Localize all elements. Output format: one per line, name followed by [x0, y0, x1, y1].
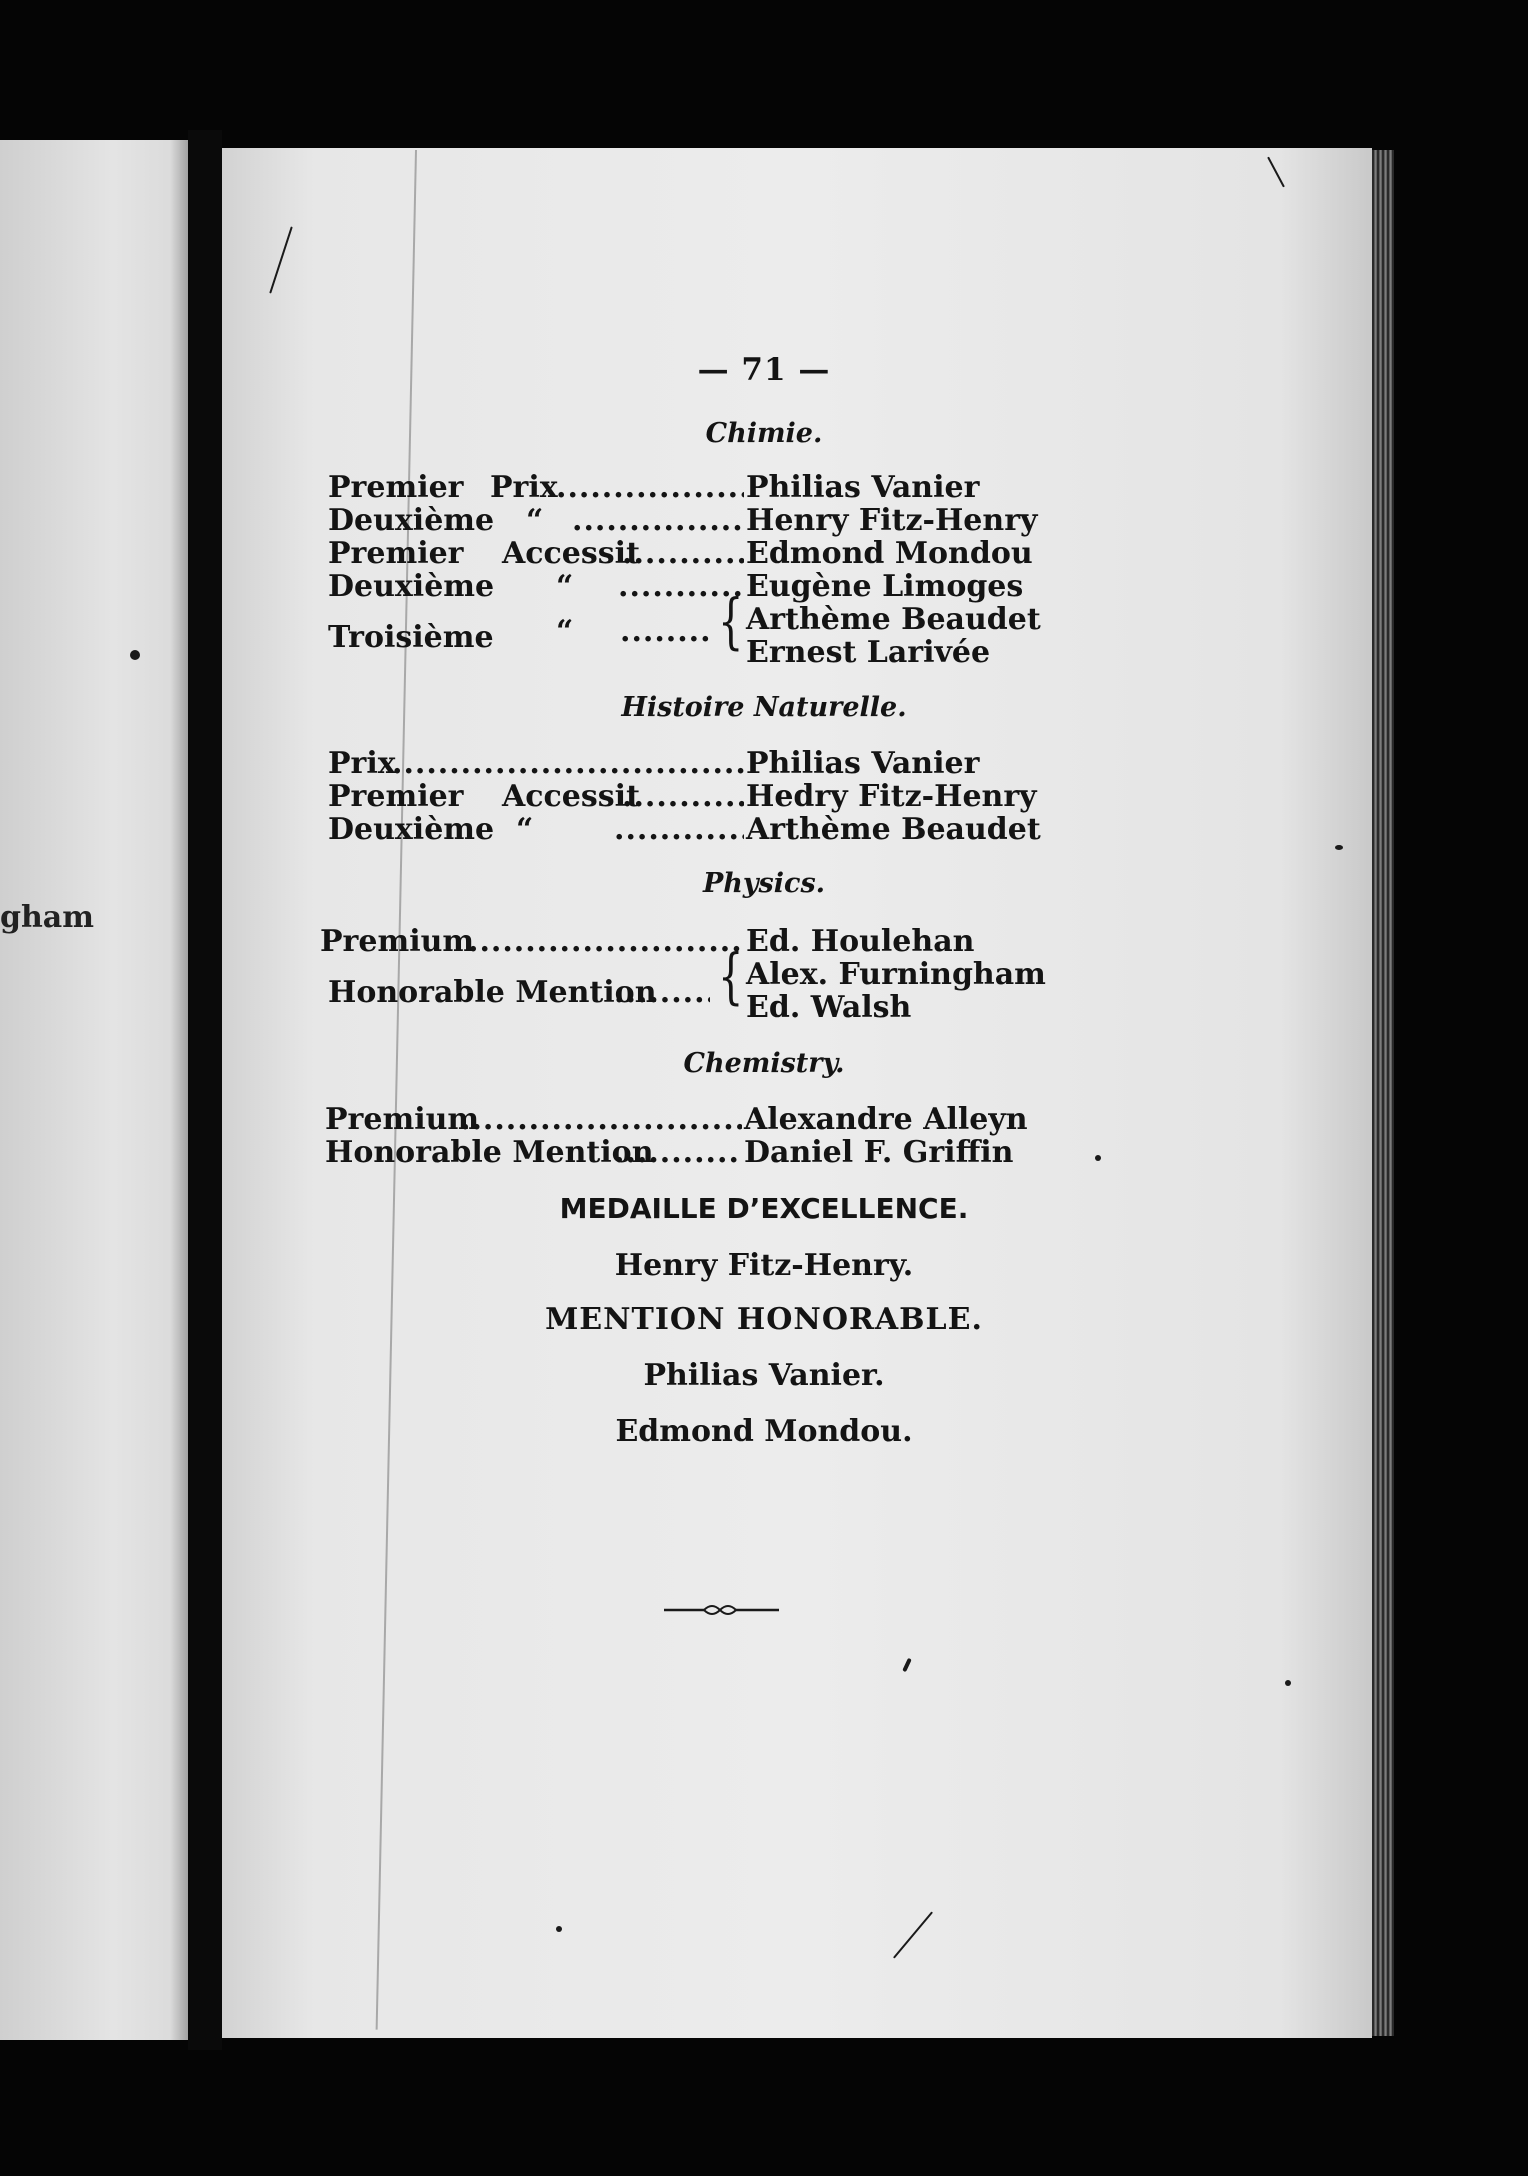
rank-label: Honorable Mention	[325, 1135, 654, 1170]
ditto-mark: “	[556, 569, 574, 604]
rank-label: Deuxième	[328, 812, 495, 847]
ditto-mark: “	[516, 812, 534, 847]
winner-name: Philias Vanier	[746, 470, 980, 505]
winner-name: Arthème Beaudet	[746, 602, 1041, 637]
winner-name: Philias Vanier	[746, 746, 980, 781]
ink-speck	[130, 650, 140, 660]
rank-label: Premier	[328, 470, 464, 505]
ditto-mark: “	[526, 503, 544, 538]
leader-dots	[622, 781, 744, 813]
ditto-mark: “	[556, 614, 574, 649]
ink-speck	[1285, 1680, 1291, 1686]
ink-speck	[556, 1926, 562, 1932]
leader-dots	[572, 505, 744, 537]
ink-speck	[1095, 1155, 1101, 1161]
mention-winner-2: Edmond Mondou.	[615, 1414, 913, 1449]
winner-name: Arthème Beaudet	[746, 812, 1041, 847]
winner-name: Edmond Mondou	[746, 536, 1033, 571]
winner-name: Ernest Larivée	[746, 635, 991, 670]
heading-histoire-naturelle: Histoire Naturelle.	[621, 692, 907, 723]
heading-physics: Physics.	[702, 868, 826, 899]
heading-medaille-excellence: MEDAILLE D’EXCELLENCE.	[559, 1192, 969, 1225]
medaille-winner: Henry Fitz-Henry.	[614, 1248, 914, 1283]
leader-dots	[622, 538, 744, 570]
rank-label: Honorable Mention	[328, 975, 657, 1010]
rank-label: Deuxième	[328, 569, 495, 604]
heading-chimie: Chimie.	[705, 418, 823, 449]
rank-label: Deuxième	[328, 503, 495, 538]
winner-name: Daniel F. Griffin	[744, 1135, 1014, 1170]
winner-name: Ed. Houlehan	[746, 924, 975, 959]
winner-name: Hedry Fitz-Henry	[746, 779, 1037, 814]
brace: {	[718, 587, 744, 657]
leader-dots	[614, 814, 744, 846]
leader-dots	[392, 748, 744, 780]
leader-dots	[468, 926, 744, 958]
leader-dots	[556, 472, 744, 504]
heading-mention-honorable: MENTION HONORABLE.	[545, 1302, 983, 1337]
award-label: Accessit	[502, 779, 640, 814]
winner-name: Ed. Walsh	[746, 990, 912, 1025]
end-ornament	[664, 1600, 779, 1620]
leader-dots	[614, 977, 710, 1009]
heading-chemistry: Chemistry.	[683, 1048, 845, 1079]
rank-label: Premium	[320, 924, 475, 959]
rank-label: Troisième	[328, 620, 494, 655]
rank-label: Prix	[328, 746, 396, 781]
brace: {	[718, 942, 744, 1012]
leader-dots	[460, 1104, 742, 1136]
rank-label: Premier	[328, 779, 464, 814]
left-page-text-fragment: gham	[0, 900, 94, 935]
winner-name: Eugène Limoges	[746, 569, 1024, 604]
ink-speck	[1335, 845, 1343, 850]
winner-name: Henry Fitz-Henry	[746, 503, 1038, 538]
winner-name: Alexandre Alleyn	[744, 1102, 1028, 1137]
page-number: — 71 —	[697, 352, 831, 388]
leader-dots	[614, 1137, 742, 1169]
mention-winner-1: Philias Vanier.	[643, 1358, 885, 1393]
rank-label: Premier	[328, 536, 464, 571]
award-label: Accessit	[502, 536, 640, 571]
leader-dots	[620, 616, 710, 648]
winner-name: Alex. Furningham	[746, 957, 1046, 992]
award-label: Prix	[490, 470, 558, 505]
rank-label: Premium	[325, 1102, 480, 1137]
